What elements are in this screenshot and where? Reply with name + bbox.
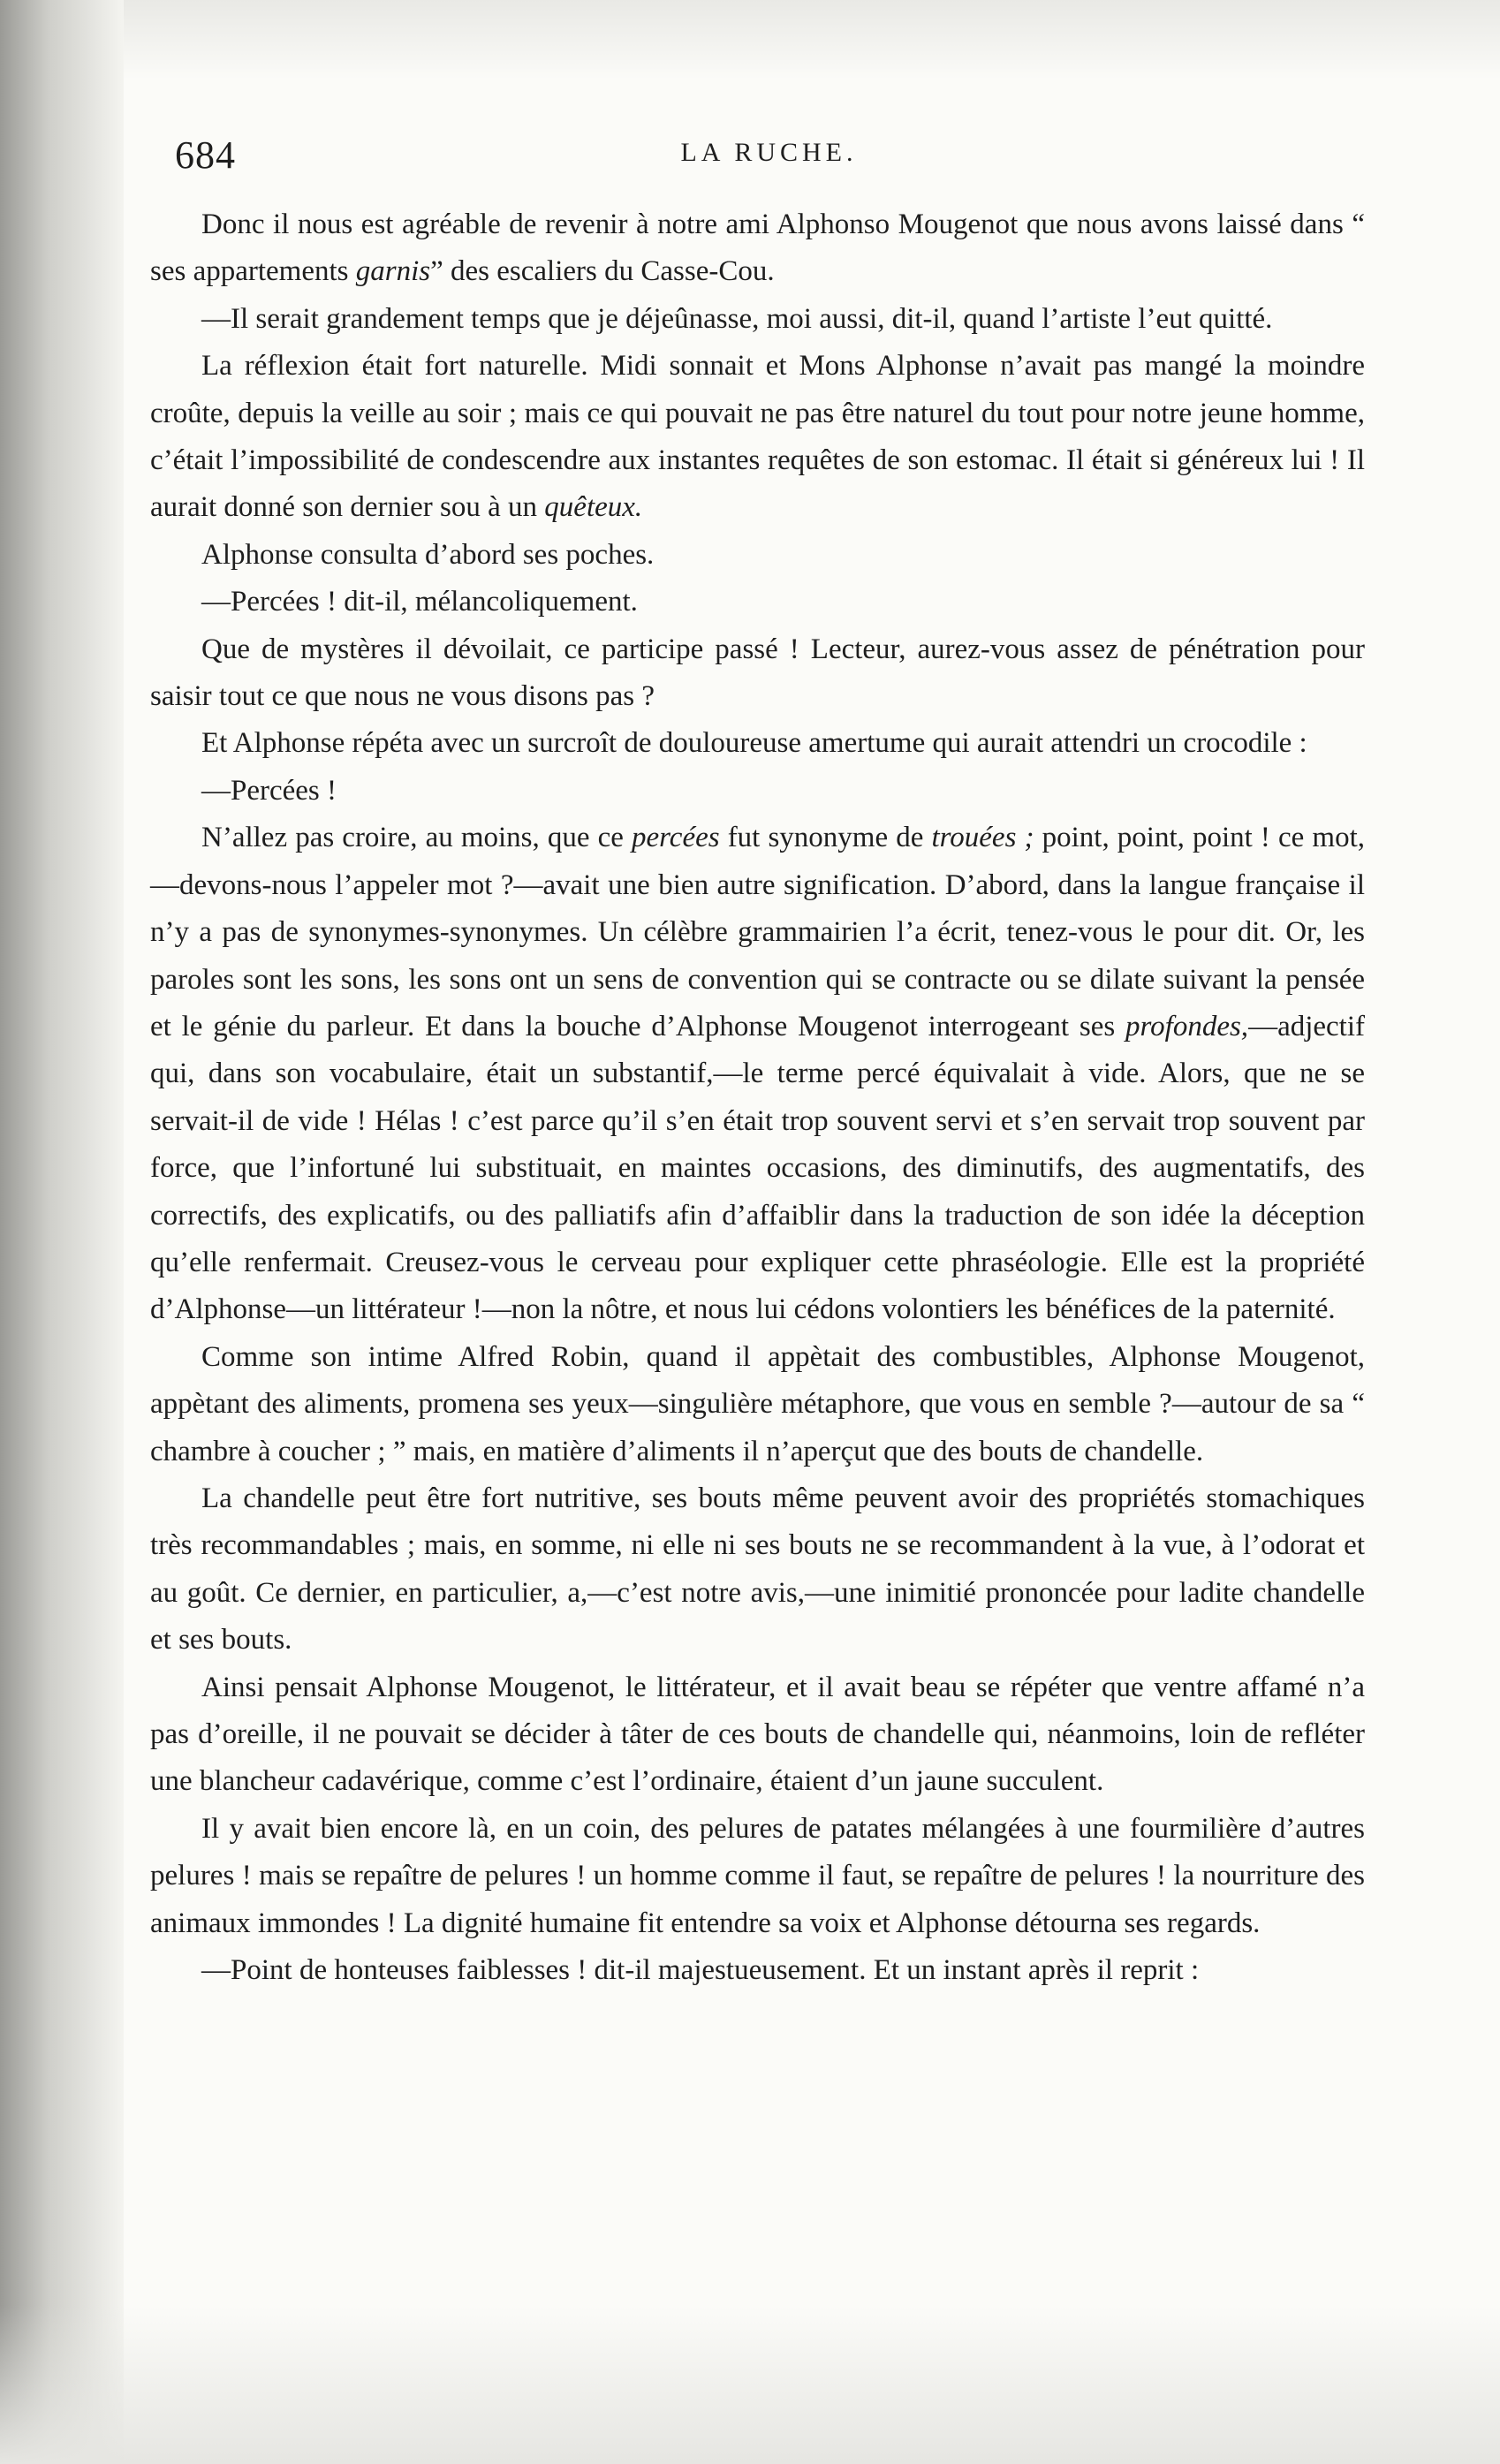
italic-text: quêteux.: [544, 491, 643, 524]
text-run: La chandelle peut être fort nutritive, ses bouts même peuvent avoir des propriétés stomachiques très recommandables ; mais, en somme, ni elle ni ses bouts ne se recommandent à la vue, à l’odorat et au goût. Ce dernier, en particulier, a,—c’est notre avis,—une inimitié prononcée pour ladite chandelle et ses bouts.: [150, 1482, 1365, 1657]
text-run: Ainsi pensait Alphonse Mougenot, le littérateur, et il avait beau se répéter que ventre affamé n’a pas d’oreille, il ne pouvait se décider à tâter de ces bouts de chandelle qui, néanmoins, loin de refléter une blancheur cadavérique, comme c’est l’ordinaire, étaient d’un jaune succulent.: [150, 1671, 1365, 1798]
paragraph-p11: [150, 1475, 1365, 1664]
italic-text: percées: [632, 822, 720, 854]
paragraph-p3: [150, 343, 1365, 532]
paragraph-p9: [150, 815, 1365, 1333]
italic-text: trouées ;: [931, 822, 1034, 854]
paragraph-p13: [150, 1806, 1365, 1947]
text-run: Alphonse consulta d’abord ses poches.: [201, 538, 655, 571]
page-header: [175, 133, 1363, 186]
paragraph-p2: [150, 296, 1365, 343]
text-run: Et Alphonse répéta avec un surcroît de douloureuse amertume qui aurait attendri un crocodile :: [201, 727, 1307, 760]
scan-shadow-top: [0, 0, 1500, 80]
italic-text: profondes,: [1125, 1010, 1249, 1042]
text-run: La réflexion était fort naturelle. Midi sonnait et Mons Alphonse n’avait pas mangé la moindre croûte, depuis la veille au soir ; mais ce qui pouvait ne pas être naturel du tout pour notre jeune homme, c’était l’impossibilité de condescendre aux instantes requêtes de son estomac. Il était si généreux lui ! Il aurait donné son dernier sou à un: [150, 350, 1365, 524]
paragraph-p6: [150, 626, 1365, 721]
text-run: point, point, point ! ce mot,—devons-nous l’appeler mot ?—avait une bien autre signification. D’abord, dans la langue française il n’y a pas de synonymes-synonymes. Un célèbre grammairien l’a écrit, tenez-vous le pour dit. Or, les paroles sont les sons, les sons ont un sens de convention qui se contracte ou se dilate suivant la pensée et le génie du parleur. Et dans la bouche d’Alphonse Mougenot interrogeant ses: [150, 822, 1366, 1042]
paragraph-p7: [150, 720, 1365, 767]
page-number: 684: [175, 133, 236, 177]
paragraph-p8: [150, 768, 1365, 815]
text-run: —Percées ! dit-il, mélancoliquement.: [201, 586, 638, 618]
article-body: [150, 201, 1365, 1994]
text-run: ” des escaliers du Casse-Cou.: [430, 255, 775, 288]
text-run: fut synonyme de: [719, 822, 932, 854]
paragraph-p1: [150, 201, 1365, 296]
text-run: —Percées !: [201, 774, 337, 807]
text-run: Comme son intime Alfred Robin, quand il appètait des combustibles, Alphonse Mougenot, appètant des aliments, promena ses yeux—singulière métaphore, que vous en semble ?—autour de sa “ chambre à coucher ; ” mais, en matière d’aliments il n’aperçut que des bouts de chandelle.: [150, 1340, 1365, 1467]
paragraph-p5: [150, 579, 1365, 625]
paragraph-p10: [150, 1334, 1365, 1475]
paragraph-p12: [150, 1664, 1365, 1806]
text-run: N’allez pas croire, au moins, que ce: [201, 822, 633, 854]
paragraph-p4: [150, 532, 1365, 579]
running-head: LA RUCHE.: [680, 138, 858, 167]
scan-shadow-gutter: [0, 0, 124, 2464]
text-run: —Il serait grandement temps que je déjeûnasse, moi aussi, dit-il, quand l’artiste l’eut quitté.: [201, 302, 1273, 335]
text-run: Que de mystères il dévoilait, ce participe passé ! Lecteur, aurez-vous assez de pénétration pour saisir tout ce que nous ne vous disons pas ?: [150, 633, 1365, 713]
text-run: Donc il nous est agréable de revenir à notre ami Alphonso Mougenot que nous avons laissé dans “ ses appartements: [150, 208, 1365, 288]
text-run: —Point de honteuses faiblesses ! dit-il majestueusement. Et un instant après il reprit :: [201, 1954, 1200, 1987]
text-run: —adjectif qui, dans son vocabulaire, était un substantif,—le terme percé équivalait à vide. Alors, que ne se servait-il de vide ! Hélas ! c’est parce qu’il s’en était trop souvent servi et s’en servait trop souvent par force, que l’infortuné lui substituait, en maintes occasions, des diminutifs, des augmentatifs, des correctifs, des explicatifs, ou des palliatifs afin d’affaiblir dans la traduction de son idée la déception qu’elle renfermait. Creusez-vous le cerveau pour expliquer cette phraséologie. Elle est la propriété d’Alphonse—un littérateur !—non la nôtre, et nous lui cédons volontiers les bénéfices de la paternité.: [150, 1010, 1365, 1326]
text-run: Il y avait bien encore là, en un coin, des pelures de patates mélangées à une fourmilière d’autres pelures ! mais se repaître de pelures ! un homme comme il faut, se repaître de pelures ! la nourriture des animaux immondes ! La dignité humaine fit entendre sa voix et Alphonse détourna ses regards.: [150, 1812, 1365, 1939]
paragraph-p14: [150, 1947, 1365, 1994]
scan-shadow-bottom: [0, 2305, 1500, 2464]
italic-text: garnis: [355, 255, 431, 288]
